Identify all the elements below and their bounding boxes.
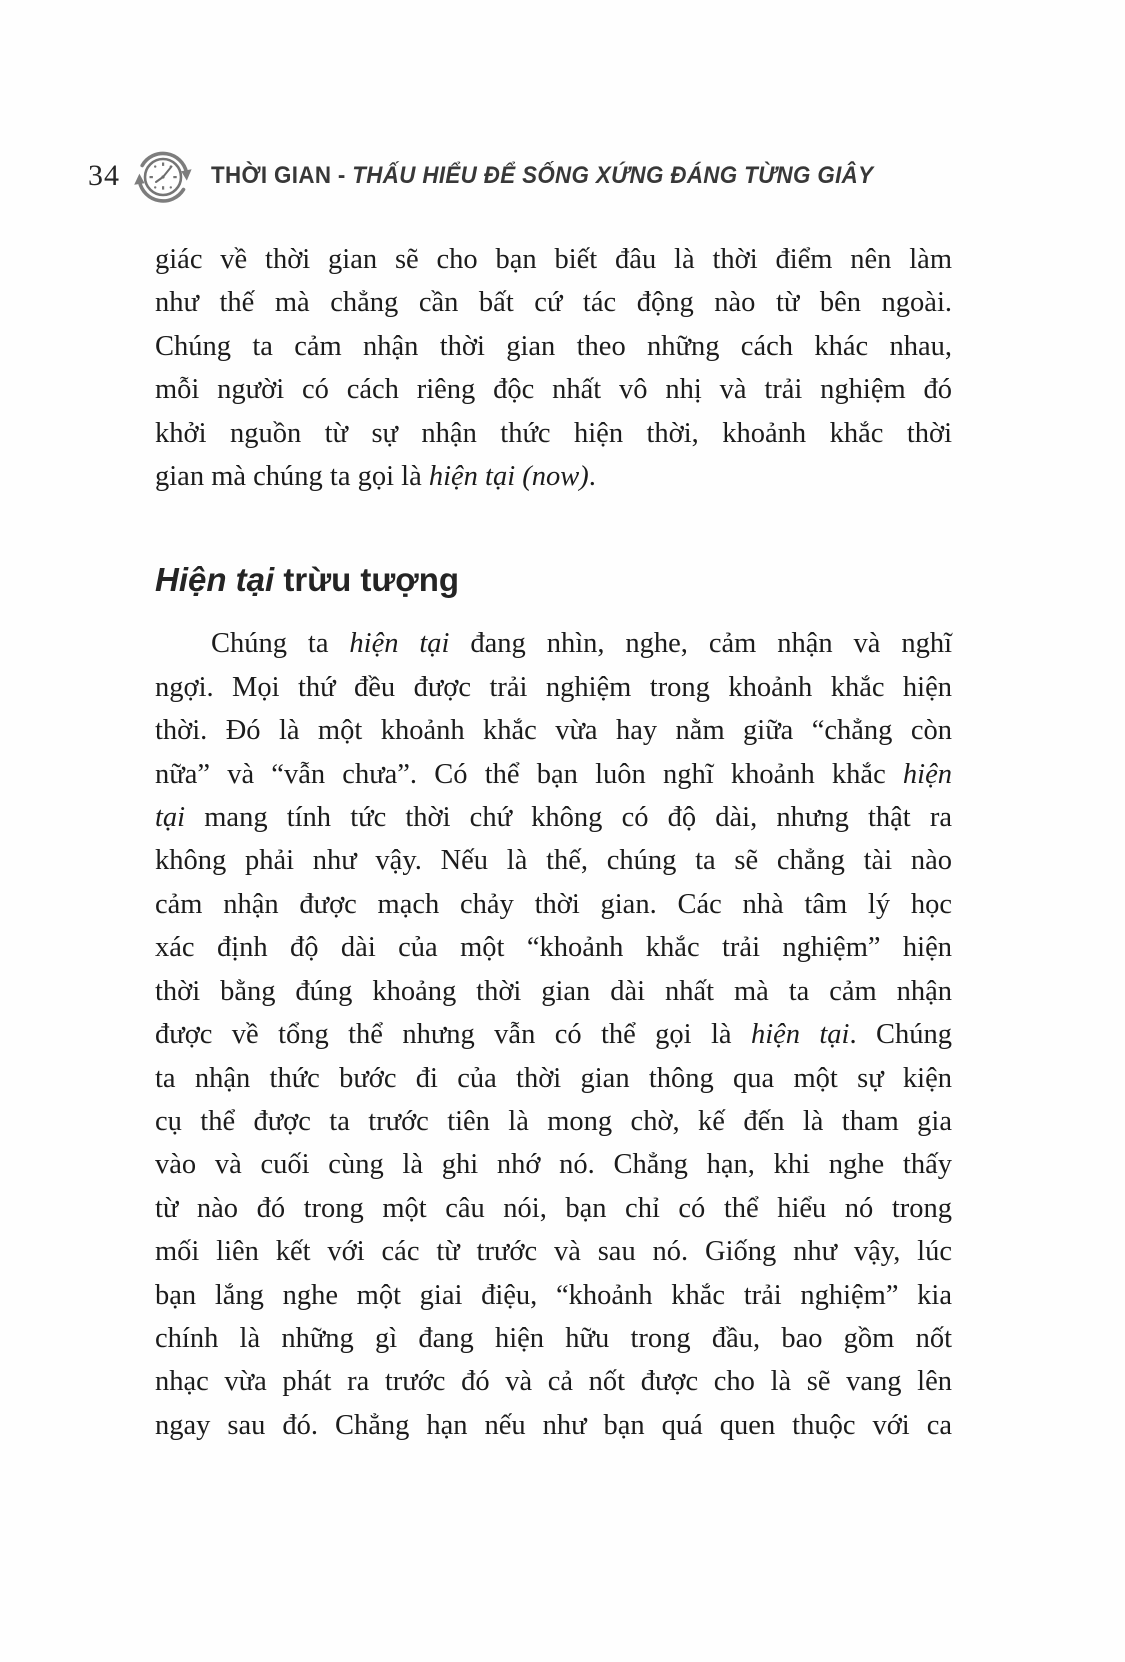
text-line <box>155 883 952 926</box>
text-segment: vào và cuối cùng là ghi nhớ nó. Chẳng hạn, khi nghe thấy <box>155 1149 952 1181</box>
text-segment: cảm nhận được mạch chảy thời gian. Các nhà tâm lý học <box>155 888 952 920</box>
paragraph-present-abstract <box>155 622 952 1447</box>
text-line <box>155 1317 952 1360</box>
text-line <box>155 970 952 1013</box>
text-segment: mối liên kết với các từ trước và sau nó. Giống như vậy, lúc <box>155 1236 952 1268</box>
text-segment: đang nhìn, nghe, cảm nhận và nghĩ <box>449 628 953 660</box>
running-head-separator: - <box>331 162 353 189</box>
page-body <box>155 238 952 1447</box>
text-segment: từ nào đó trong một câu nói, bạn chỉ có thể hiểu nó trong <box>155 1192 952 1224</box>
italic-text-segment: hiện tại (now) <box>428 461 589 493</box>
text-line <box>155 412 952 455</box>
text-line <box>155 926 952 969</box>
section-heading <box>155 560 952 600</box>
text-segment: bạn lắng nghe một giai điệu, “khoảnh khắc trải nghiệm” kia <box>155 1279 952 1311</box>
text-segment: chính là những gì đang hiện hữu trong đầu, bao gồm nốt <box>155 1322 952 1354</box>
running-head-title <box>211 162 873 190</box>
text-line <box>155 1274 952 1317</box>
text-line <box>155 709 952 752</box>
text-line <box>155 1013 952 1056</box>
text-segment: giác về thời gian sẽ cho bạn biết đâu là thời điểm nên làm <box>155 244 952 275</box>
text-segment: nhạc vừa phát ra trước đó và cả nốt được cho là sẽ vang lên <box>155 1366 952 1398</box>
text-line <box>155 1360 952 1403</box>
text-line <box>155 455 952 498</box>
italic-text-segment: tại <box>155 802 186 834</box>
text-segment: . <box>588 461 596 493</box>
text-segment: được về tổng thể nhưng vẫn có thể gọi là <box>155 1019 751 1051</box>
text-segment: Chúng ta <box>211 628 350 660</box>
text-segment: ta nhận thức bước đi của thời gian thông qua một sự kiện <box>155 1062 952 1094</box>
text-segment: thời bằng đúng khoảng thời gian dài nhất mà ta cảm nhận <box>155 975 952 1007</box>
text-line <box>155 368 952 411</box>
text-segment: không phải như vậy. Nếu là thế, chúng ta sẽ chẳng tài nào <box>155 845 952 877</box>
section-heading-italic: Hiện tại <box>155 561 275 599</box>
text-segment: như thế mà chẳng cần bất cứ tác động nào từ bên ngoài. <box>155 287 952 319</box>
text-line <box>155 325 952 368</box>
section-heading-regular: trừu tượng <box>274 561 460 599</box>
text-line <box>155 1057 952 1100</box>
text-line <box>155 1187 952 1230</box>
page-number: 34 <box>88 159 120 192</box>
text-segment: Chúng ta cảm nhận thời gian theo những cách khác nhau, <box>155 330 952 362</box>
italic-text-segment: hiện tại <box>750 1019 850 1051</box>
text-line <box>155 1230 952 1273</box>
clock-cycle-icon <box>133 145 195 207</box>
italic-text-segment: hiện <box>902 758 952 790</box>
text-line <box>155 753 952 796</box>
text-line <box>155 839 952 882</box>
text-segment: . Chúng <box>849 1019 953 1051</box>
text-line <box>155 281 952 324</box>
text-segment: ngợi. Mọi thứ đều được trải nghiệm trong khoảnh khắc hiện <box>155 671 952 703</box>
text-segment: xác định độ dài của một “khoảnh khắc trải nghiệm” hiện <box>155 932 952 964</box>
text-line <box>155 1143 952 1186</box>
text-line <box>155 1404 952 1447</box>
text-segment: mỗi người có cách riêng độc nhất vô nhị và trải nghiệm đó <box>155 374 952 406</box>
text-segment: thời. Đó là một khoảnh khắc vừa hay nằm giữa “chẳng còn <box>155 715 952 747</box>
running-head-title-italic: THẤU HIỂU ĐỂ SỐNG XỨNG ĐÁNG TỪNG GIÂY <box>352 162 874 189</box>
running-head-title-regular: THỜI GIAN <box>211 162 332 189</box>
text-line <box>155 238 952 281</box>
text-line <box>155 796 952 839</box>
text-segment: mang tính tức thời chứ không có độ dài, nhưng thật ra <box>185 802 952 834</box>
text-line <box>155 1100 952 1143</box>
text-line <box>155 622 952 665</box>
text-line <box>155 666 952 709</box>
text-segment: nữa” và “vẫn chưa”. Có thể bạn luôn nghĩ khoảnh khắc <box>155 758 903 790</box>
text-segment: ngay sau đó. Chẳng hạn nếu như bạn quá quen thuộc với ca <box>155 1409 952 1441</box>
paragraph-continued <box>155 238 952 498</box>
text-segment: khởi nguồn từ sự nhận thức hiện thời, khoảnh khắc thời <box>155 417 952 449</box>
italic-text-segment: hiện tại <box>349 628 450 660</box>
text-segment: cụ thể được ta trước tiên là mong chờ, kế đến là tham gia <box>155 1105 952 1137</box>
page-header <box>88 144 923 208</box>
text-segment: gian mà chúng ta gọi là <box>155 461 429 493</box>
